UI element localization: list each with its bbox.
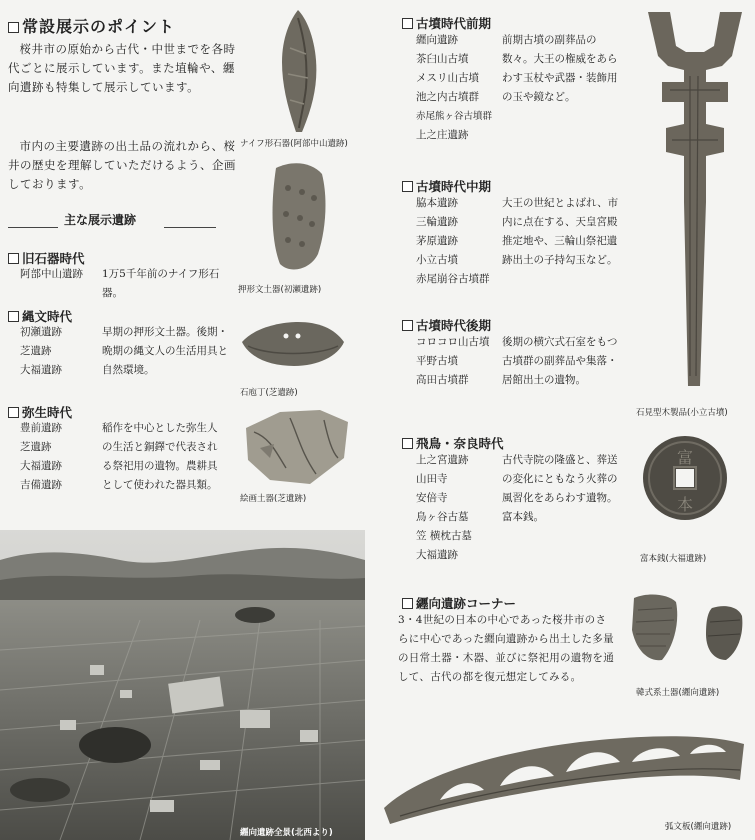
main-sites-subheading xyxy=(8,210,216,228)
list-item: 鳥ヶ谷古墓 xyxy=(416,511,469,523)
coin-glyph-fu: 富 xyxy=(676,448,694,467)
list-item: 笠 横枕古墓 xyxy=(416,530,472,542)
kanshiki-pottery-photo xyxy=(628,590,752,666)
coin-glyph-hon: 本 xyxy=(676,495,694,514)
section-early-kofun-title: 古墳時代前期 xyxy=(402,14,491,32)
makimuku-aerial-photo xyxy=(0,530,365,840)
caption-aerial: 纒向遺跡全景(北西より) xyxy=(240,828,333,838)
checkbox-square-icon xyxy=(8,311,19,322)
subheading-rule-right xyxy=(164,227,216,228)
yayoi-site-list xyxy=(20,419,62,495)
middle-kofun-desc: 大王の世紀とよばれ、市内に点在する、天皇宮殿推定地や、三輪山祭祀遺跡出土の子持勾玉など。 xyxy=(502,197,619,266)
late-kofun-desc: 後期の横穴式石室をもつ古墳群の副葬品や集落・居館出土の遺物。 xyxy=(502,336,618,386)
checkbox-square-icon xyxy=(402,438,413,449)
list-item: 芝遺跡 xyxy=(20,441,52,453)
list-item: 初瀬遺跡 xyxy=(20,326,62,338)
list-item: 小立古墳 xyxy=(416,254,458,266)
list-item: メスリ山古墳 xyxy=(416,72,479,84)
caption-knife: ナイフ形石器(阿部中山遺跡) xyxy=(240,139,348,149)
section-asuka-nara-title: 飛鳥・奈良時代 xyxy=(402,434,504,452)
checkbox-square-icon xyxy=(402,320,413,331)
list-item: 安倍寺 xyxy=(416,492,448,504)
list-item: 山田寺 xyxy=(416,473,448,485)
list-item: 吉備遺跡 xyxy=(20,479,62,491)
list-item: 大福遺跡 xyxy=(416,549,458,561)
list-item: 豊前遺跡 xyxy=(20,422,62,434)
intro-paragraph-1: 桜井市の原始から古代・中世までを各時代ごとに展示しています。また埴輪や、纒向遺跡も特集して展示しています。 xyxy=(8,42,236,94)
paleolithic-site: 阿部中山遺跡 xyxy=(20,268,83,280)
caption-oshigata: 押形文土器(初瀬遺跡) xyxy=(238,285,322,295)
list-item: 纒向遺跡 xyxy=(416,34,458,46)
paleolithic-desc: 1万5千年前のナイフ形石器。 xyxy=(102,268,220,299)
list-item: 上之庄遺跡 xyxy=(416,129,469,141)
checkbox-square-icon xyxy=(8,407,19,418)
list-item: 大福遺跡 xyxy=(20,460,62,472)
list-item: 茶臼山古墳 xyxy=(416,53,469,65)
stone-reaping-knife-photo xyxy=(238,320,348,368)
late-kofun-site-list xyxy=(416,333,490,390)
section-jomon-title: 縄文時代 xyxy=(8,307,72,325)
list-item: 上之宮遺跡 xyxy=(416,454,469,466)
komonban-board-photo xyxy=(380,724,750,828)
checkbox-square-icon xyxy=(8,253,19,264)
middle-kofun-site-list xyxy=(416,194,490,289)
checkbox-square-icon xyxy=(402,18,413,29)
caption-komonban: 弧文板(纒向遺跡) xyxy=(665,822,732,832)
oshigata-pottery-photo xyxy=(268,158,330,276)
fuhonsen-coin-photo xyxy=(640,432,730,524)
knife-stone-tool-photo xyxy=(268,8,328,136)
painted-pottery-photo xyxy=(240,408,352,488)
makimuku-corner-paragraph: 3・4世紀の日本の中心であった桜井市のさらに中心であった纒向遺跡から出土した多量の日常土器・木器、並びに祭祀用の遺物を通して、古代の都を復元想定してみる。 xyxy=(398,614,614,683)
caption-ishimi: 石見型木製品(小立古墳) xyxy=(636,408,728,418)
list-item: 茅原遺跡 xyxy=(416,235,458,247)
checkbox-square-icon xyxy=(8,22,19,33)
list-item: 脇本遺跡 xyxy=(416,197,458,209)
subheading-text: 主な展示遺跡 xyxy=(64,213,137,227)
list-item: 赤尾崩谷古墳群 xyxy=(416,273,490,285)
yayoi-desc: 稲作を中心とした弥生人の生活と銅鐸で代表される祭祀用の遺物。農耕具として使われた器具類。 xyxy=(102,422,218,491)
iwami-wooden-object-photo xyxy=(640,6,750,386)
intro-paragraph-2: 市内の主要遺跡の出土品の流れから、桜井の歴史を理解していただけるよう、企画しております。 xyxy=(8,139,236,191)
section-makimuku-corner-title: 纒向遺跡コーナー xyxy=(402,594,516,612)
list-item: 三輪遺跡 xyxy=(416,216,458,228)
asuka-nara-site-list xyxy=(416,451,472,565)
section-yayoi-title: 弥生時代 xyxy=(8,403,72,421)
checkbox-square-icon xyxy=(402,181,413,192)
jomon-site-list xyxy=(20,323,62,380)
caption-kanshiki: 韓式系土器(纒向遺跡) xyxy=(636,688,720,698)
early-kofun-desc: 前期古墳の副葬品の数々。大王の権威をあらわす玉杖や武器・装飾用の玉や鏡など。 xyxy=(502,34,618,103)
list-item: 赤尾熊ヶ谷古墳群 xyxy=(416,111,493,122)
section-paleolithic-title: 旧石器時代 xyxy=(8,249,85,267)
subheading-rule-left xyxy=(8,227,58,228)
exhibit-points-title: 常設展示のポイント xyxy=(8,14,175,37)
list-item: 芝遺跡 xyxy=(20,345,52,357)
list-item: 大福遺跡 xyxy=(20,364,62,376)
jomon-desc: 早期の押形文土器。後期・晩期の縄文人の生活用具と自然環境。 xyxy=(102,326,228,376)
section-middle-kofun-title: 古墳時代中期 xyxy=(402,177,491,195)
early-kofun-site-list xyxy=(416,31,492,145)
asuka-nara-desc: 古代寺院の隆盛と、葬送の変化にともなう火葬の風習化をあらわす遺物。富本銭。 xyxy=(502,454,618,523)
checkbox-square-icon xyxy=(402,598,413,609)
caption-ishibocho: 石庖丁(芝遺跡) xyxy=(240,388,298,398)
caption-kaiga: 絵画土器(芝遺跡) xyxy=(240,494,307,504)
list-item: コロコロ山古墳 xyxy=(416,336,490,348)
caption-fuhonsen: 富本銭(大福遺跡) xyxy=(640,554,707,564)
list-item: 池之内古墳群 xyxy=(416,91,479,103)
section-late-kofun-title: 古墳時代後期 xyxy=(402,316,491,334)
list-item: 高田古墳群 xyxy=(416,374,469,386)
list-item: 平野古墳 xyxy=(416,355,458,367)
